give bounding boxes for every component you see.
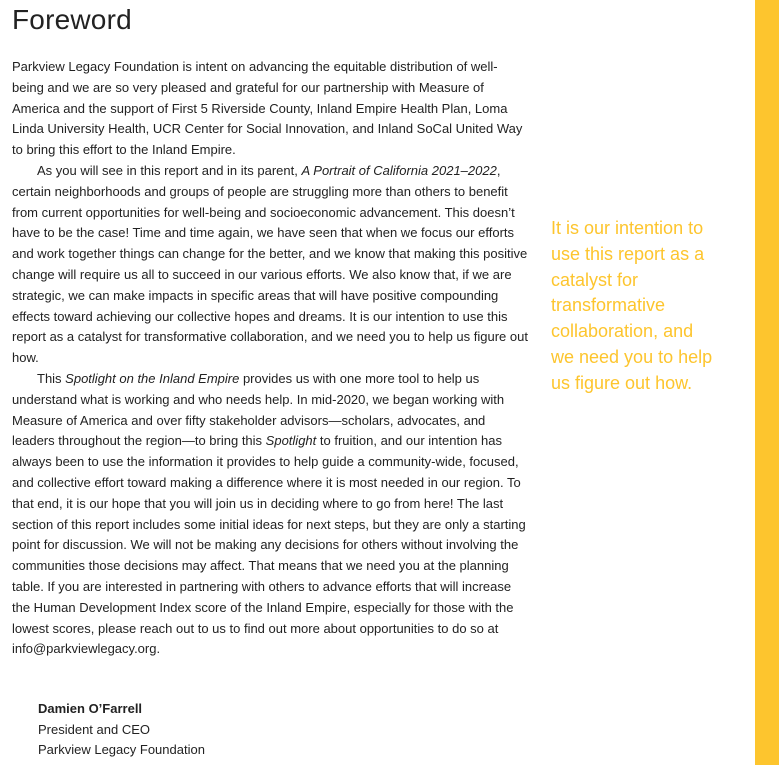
paragraph-1 bbox=[12, 57, 528, 161]
pull-quote: It is our intention to use this report as a catalyst for transformative collaboration, and we need you to help us figure out how. bbox=[551, 218, 713, 393]
paragraph-3 bbox=[12, 369, 528, 660]
paragraph-1-text: Parkview Legacy Foundation is intent on advancing the equitable distribution of well-being and we are so very pleased and grateful for our partnership with Measure of America and the support of First 5 Riverside County, Inland Empire Health Plan, Loma Linda University Health, UCR Center for Social Innovation, and Inland SoCal United Way to bring this effort to the Inland Empire. bbox=[12, 59, 523, 158]
paragraph-3-text-b: provides us with one more tool to help us understand what is working and who needs help. In mid-2020, we began working with Measure of America and over fifty stakeholder advisors—scholars, advocates, and leaders throughout the region—to bring this bbox=[12, 370, 505, 449]
spotlight-title-emphasis: Spotlight on the Inland Empire bbox=[65, 370, 240, 386]
signatory-name: Damien O’Farrell bbox=[38, 701, 143, 716]
paragraph-3-text-a: This bbox=[37, 370, 66, 386]
report-title-emphasis: A Portrait of California 2021–2022 bbox=[301, 162, 497, 178]
page-title: Foreword bbox=[12, 4, 132, 35]
signatory-role: President and CEO bbox=[38, 721, 151, 737]
paragraph-3-text-c: to fruition, and our intention has always been to use the information it provides to help guide a community-wide, focused, and collective effort toward making a difference where it is most needed in our region. To that end, it is our hope that you will join us in deciding where to go from here! The last section of this report includes some initial ideas for next steps, but they are only a starting point for discussion. We will not be making any decisions for others without involving the communities those decisions may affect. That means that we need you at the planning table. If you are interested in partnering with others to advance efforts that will increase the Human Development Index score of the Inland Empire, especially for those with the lowest scores, please reach out to us to find out more about opportunities to do so at info@parkviewlegacy.org. bbox=[12, 433, 526, 657]
signature-block bbox=[38, 699, 205, 761]
paragraph-2-text-a: As you will see in this report and in its parent, bbox=[37, 162, 302, 178]
spotlight-emphasis: Spotlight bbox=[265, 433, 317, 449]
accent-side-bar bbox=[755, 0, 779, 765]
paragraph-2-text-b: , certain neighborhoods and groups of people are struggling more than others to benefit from current opportunities for well-being and socioeconomic advancement. This doesn’t have to be the case! Time and time again, we have seen that when we focus our efforts and work together things can change for the better, and we know that making this positive change will require us all to succeed in our various efforts. We also know that, if we are strategic, we can make impacts in specific areas that will have positive compounding effects toward achieving our collective hopes and dreams. It is our intention to use this report as a catalyst for transformative collaboration, and we need you to help us figure out how. bbox=[12, 162, 528, 366]
paragraph-2 bbox=[12, 161, 528, 369]
signatory-organization: Parkview Legacy Foundation bbox=[38, 742, 205, 757]
foreword-body bbox=[12, 57, 528, 660]
